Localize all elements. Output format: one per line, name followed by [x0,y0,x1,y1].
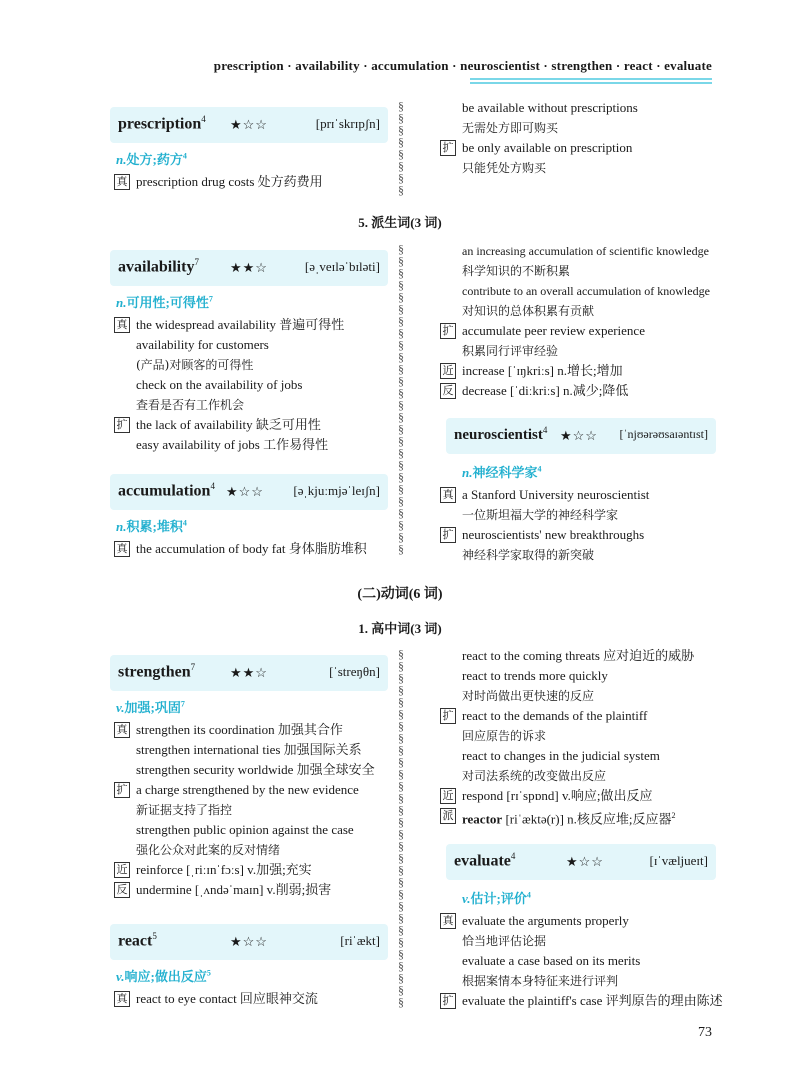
column-divider: § § § § § § § § § § § § § § § § § § § § § § § § § § § § § § [398,648,404,1009]
definition: n.积累;堆积$^4$ [116,518,187,534]
tag-zhen: 真 [114,174,130,190]
example-line: react to the coming threats 应对迫近的威胁 [462,648,695,663]
example-line: evaluate a case based on its merits [462,953,641,968]
header-title: prescription · availability · accumulation · neuroscientist · strengthen · react · evaluate [213,58,712,73]
column-divider: § § § § § § § § § § § § § § § § § § § § § § § § § § [398,243,404,556]
entry-accumulation [110,474,388,559]
example-line: 派 reactor [riˈæktə(r)] n.核反应堆;反应器$^2$ [436,806,736,826]
example-line: strengthen public opinion against the case [136,822,354,837]
column-divider: § § § § § § § § [398,100,404,196]
headword: availability$^7$ [118,257,199,276]
headword: neuroscientist$^4$ [454,425,548,443]
entry-accumulation-cont [436,241,736,401]
section-derived: 5. 派生词(3 词) [358,215,442,230]
example-line: an increasing accumulation of scientific knowledge [462,244,709,258]
example-line: availability for customers [136,337,269,352]
frequency-stars: ★★☆ [230,665,268,680]
section-verbs: (二)动词(6 词) [357,587,443,602]
example-line: 扩 a charge strengthened by the new evidence [110,780,388,800]
tag-jin: 近 [440,788,456,804]
tag-fan: 反 [440,383,456,399]
phonetic: [ɪˈvæljueɪt] [649,853,708,868]
example-line: 真 prescription drug costs 处方药费用 [110,172,388,192]
example-line: 积累同行评审经验 [462,344,559,358]
word-box [446,844,716,880]
header-rule-2 [470,82,712,84]
tag-jin: 近 [440,363,456,379]
section-high-school: 1. 高中词(3 词) [358,621,442,636]
phonetic: [əˌkjuːmjəˈleɪʃn] [293,483,380,498]
example-line: 反 undermine [ˌʌndəˈmaɪn] v.削弱;损害 [110,880,388,900]
example-line: 新证据支持了指控 [136,803,233,817]
frequency-stars: ★☆☆ [230,117,268,132]
example-line: contribute to an overall accumulation of knowledge [462,284,710,298]
definition: n.神经科学家$^4$ [462,464,542,480]
example-line: easy availability of jobs 工作易得性 [136,437,329,452]
phonetic: [prɪˈskrɪpʃn] [315,116,380,131]
phonetic: [ˈstreŋθn] [329,664,380,679]
tag-fan: 反 [114,882,130,898]
example-line: 对司法系统的改变做出反应 [462,769,607,783]
word-box [110,250,388,286]
definition: n.可用性;可得性$^7$ [116,294,213,310]
example-line: 科学知识的不断积累 [462,264,571,278]
word-box [110,474,388,510]
example-line: 对时尚做出更快速的反应 [462,689,595,703]
entry-evaluate-body [436,886,736,1011]
phonetic: [ˈnjʊərəʊsaɪəntɪst] [619,427,708,441]
frequency-stars: ★☆☆ [226,484,264,499]
example-line: 扩 the lack of availability 缺乏可用性 [110,415,388,435]
example-line: 真 react to eye contact 回应眼神交流 [110,989,388,1009]
entry-availability [110,250,388,455]
tag-jin: 近 [114,862,130,878]
tag-kuo: 扩 [114,417,130,433]
example-line: 一位斯坦福大学的神经科学家 [462,508,619,522]
entry-prescription [110,107,388,192]
example-line: react to changes in the judicial system [462,748,660,763]
example-line: strengthen security worldwide 加强全球安全 [136,762,375,777]
frequency-stars: ★☆☆ [560,428,598,443]
tag-zhen: 真 [114,991,130,1007]
headword: prescription$^4$ [118,114,206,133]
example-line: 近 respond [rɪˈspɒnd] v.响应;做出反应 [436,786,736,806]
entry-evaluate [446,844,716,886]
frequency-stars: ★★☆ [230,260,268,275]
example-line: 神经科学家取得的新突破 [462,548,595,562]
definition: v.响应;做出反应$^5$ [116,968,211,984]
example-line: 扩 evaluate the plaintiff's case 评判原告的理由陈述 [436,991,736,1011]
header-rule [470,78,712,80]
tag-kuo: 扩 [440,527,456,543]
example-line: be available without prescriptions [462,100,638,115]
phonetic: [əˌveɪləˈbɪləti] [304,259,380,274]
entry-react [110,924,388,1009]
example-line: 扩 accumulate peer review experience [436,321,736,341]
example-line: 查看是否有工作机会 [136,398,245,412]
definition: v.加强;巩固$^7$ [116,699,185,715]
word-box [110,655,388,691]
tag-kuo: 扩 [440,993,456,1009]
example-line: 扩 react to the demands of the plaintiff [436,706,736,726]
example-line: 回应原告的诉求 [462,729,547,743]
example-line: 恰当地评估论据 [462,934,547,948]
example-line: 对知识的总体积累有贡献 [462,304,595,318]
example-line: 近 increase [ˈɪŋkriːs] n.增长;增加 [436,361,736,381]
example-line: 真 evaluate the arguments properly [436,911,736,931]
example-line: strengthen international ties 加强国际关系 [136,742,362,757]
tag-zhen: 真 [440,913,456,929]
definition: n.处方;药方$^4$ [116,151,187,167]
headword: strengthen$^7$ [118,662,196,681]
example-line: 只能凭处方购买 [462,161,547,175]
tag-pai: 派 [440,808,456,824]
phonetic: [riˈækt] [340,933,380,948]
headword: react$^5$ [118,931,157,950]
entry-neuroscientist [446,418,716,460]
headword: evaluate$^4$ [454,851,516,870]
page-number: 73 [698,1025,712,1040]
example-line: 扩 neuroscientists' new breakthroughs [436,525,726,545]
tag-kuo: 扩 [114,782,130,798]
tag-zhen: 真 [114,541,130,557]
example-line: react to trends more quickly [462,668,608,683]
tag-zhen: 真 [440,487,456,503]
definition: v.估计;评价$^4$ [462,890,531,906]
word-box [110,924,388,960]
example-line: 反 decrease [ˈdiːkriːs] n.减少;降低 [436,381,736,401]
tag-kuo: 扩 [440,708,456,724]
derived-word: reactor [462,811,503,827]
example-line: 真 the accumulation of body fat 身体脂肪堆积 [110,539,388,559]
tag-zhen: 真 [114,722,130,738]
example-line: 真 the widespread availability 普遍可得性 [110,315,388,335]
running-header [0,50,800,90]
example-line: 强化公众对此案的反对情绪 [136,843,281,857]
example-line: (产品)对顾客的可得性 [136,358,254,372]
word-box [446,418,716,454]
entry-prescription-cont [436,98,726,178]
frequency-stars: ★☆☆ [566,854,604,869]
example-line: 真 strengthen its coordination 加强其合作 [110,720,388,740]
tag-zhen: 真 [114,317,130,333]
tag-kuo: 扩 [440,323,456,339]
example-line: 无需处方即可购买 [462,121,559,135]
tag-kuo: 扩 [440,140,456,156]
entry-react-cont [436,646,736,826]
entry-neuroscientist-body [436,460,726,565]
word-box [110,107,388,143]
example-line: 近 reinforce [ˌriːɪnˈfɔːs] v.加强;充实 [110,860,388,880]
entry-strengthen [110,655,388,900]
example-line: 扩 be only available on prescription [436,138,726,158]
example-line: check on the availability of jobs [136,377,303,392]
example-line: 根据案情本身特征来进行评判 [462,974,619,988]
example-line: 真 a Stanford University neuroscientist [436,485,726,505]
frequency-stars: ★☆☆ [230,934,268,949]
headword: accumulation$^4$ [118,481,215,500]
